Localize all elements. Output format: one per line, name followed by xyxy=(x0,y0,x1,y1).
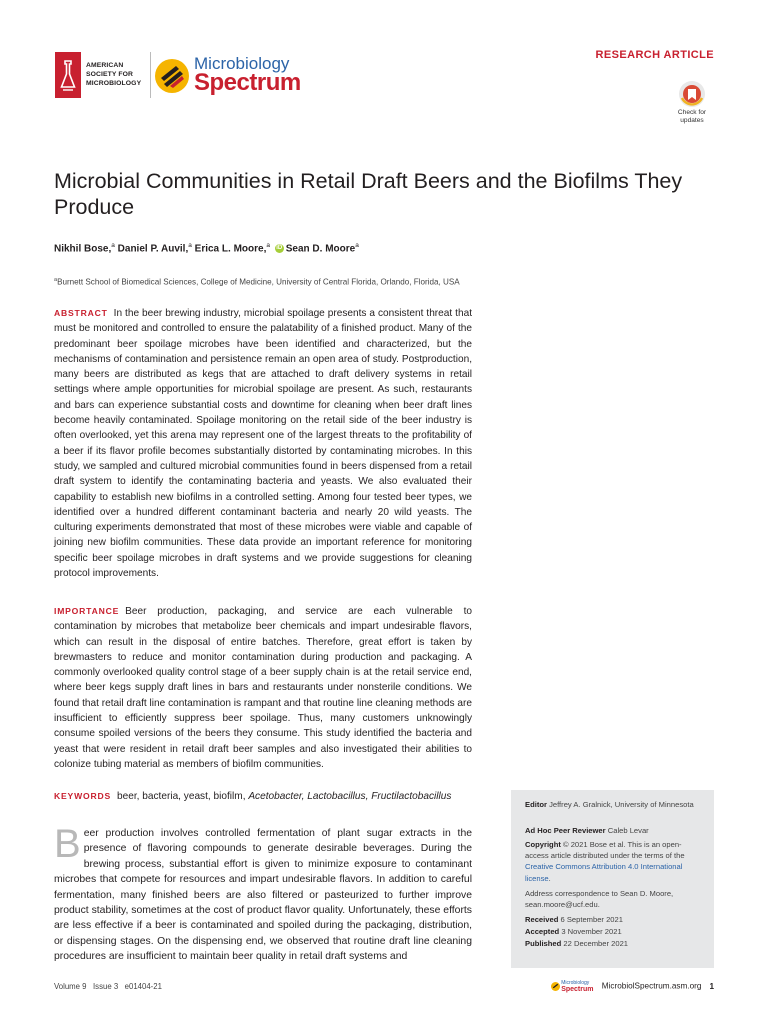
orcid-icon[interactable]: iD xyxy=(276,245,283,252)
abstract-text: In the beer brewing industry, microbial spoilage presents a consistent threat that must be monitored and controlled to ensure the palatability of a finished product. Many of the predominant beer spoilage microbes have been identified and characterized, but the mechanisms of contamination and persistence remain an open area of study. Postproduction, many beers are distributed as kegs that are attached to draft delivery systems in retail settings where ample opportunities for microbial spoilage are present. As such, restaurants and bars can experience substantial costs and downtime for cleaning when beer draft lines become heavily contaminated. Spoilage monitoring on the retail side of the beer industry is often overlooked, yet this arena may represent one of the largest threats to the profitability of a beer if its flavor profile becomes substantially distorted by contaminating microbes. In this study, we sampled and cultured microbial communities found in beers dispensed from a retail draft system to identify the contaminating bacteria and yeasts. We also evaluated their capability to establish new biofilms in a controlled setting. Among four tested beer types, we identified over a hundred different contaminant bacteria and nearly 20 wild yeasts. The culturing experiments demonstrated that most of these microbes were viable and capable of joining new biofilm communities. These data provide an important reference for monitoring specific beer spoilage microbes in draft systems and we provide suggestions for cleaning protocol improvements. xyxy=(54,308,472,580)
affiliation: $^a$Burnett School of Biomedical Sciences, College of Medicine, University of Central Florida, Orlando, Florida, USA xyxy=(54,277,460,287)
society-name: AMERICAN SOCIETY FOR MICROBIOLOGY xyxy=(86,62,142,87)
article-title: Microbial Communities in Retail Draft Beers and the Biofilms They Produce xyxy=(54,169,683,219)
journal-logo xyxy=(154,54,314,98)
page-number: 1 xyxy=(709,981,714,991)
footer-site xyxy=(551,980,714,993)
received-date: Received 6 September 2021 xyxy=(525,915,623,924)
journal-name-bottom: Spectrum xyxy=(194,69,301,96)
importance-text: Beer production, packaging, and service are each vulnerable to contamination by microbes that metabolize beer chemicals and impart undesirable flavors, which can result in the disposal of entire batches. Therefore, great effort is taken by brewmasters to reduce and monitor contamination during production and packaging. A commonly overlooked quality control stage of a beer supply chain is at the retail service end, where beer kegs supply draft lines in bars and restaurants under nonsterile conditions. We found that retail draft line contamination is rampant and that routine line cleaning methods are insufficient to efficiently suppress beer spoilage. Thus, many customers unknowingly consume spoiled versions of the beers they consume. This study identified the bacteria and yeast that were resident in retail draft beer samples and also investigated their abilities to colonize tubing material as members of biofilm communities. xyxy=(54,606,472,770)
author-name[interactable]: Erica L. Moore, xyxy=(194,243,267,255)
editor-info: Editor Jeffrey A. Gralnick, University of Minnesota xyxy=(525,800,694,809)
author-name[interactable]: Sean D. Moore xyxy=(285,243,356,255)
author-name[interactable]: Nikhil Bose, xyxy=(54,243,112,255)
mini-journal-logo: Microbiology Spectrum xyxy=(551,980,594,993)
check-for-updates-icon xyxy=(670,80,714,108)
check-for-updates-label: Check for updates xyxy=(677,109,707,124)
article-type: RESEARCH ARTICLE xyxy=(595,49,714,61)
footer-citation: Volume 9 Issue 3 e01404-21 xyxy=(54,982,162,991)
header-divider xyxy=(150,52,151,98)
license-link[interactable]: Creative Commons Attribution 4.0 International license xyxy=(525,862,683,883)
keywords: KEYWORDS beer, bacteria, yeast, biofilm, Acetobacter, Lactobacillus, Fructilactobacillus xyxy=(54,791,452,802)
journal-name-top: Microbiology xyxy=(194,54,290,73)
accepted-date: Accepted 3 November 2021 xyxy=(525,927,622,936)
asm-flask-icon xyxy=(55,52,81,98)
mini-spectrum-emblem-icon xyxy=(551,982,560,991)
journal-website-link[interactable]: MicrobiolSpectrum.asm.org xyxy=(601,981,702,991)
asm-logo xyxy=(55,52,150,98)
abstract xyxy=(54,306,472,581)
correspondence-info: Address correspondence to Sean D. Moore, sean.moore@ucf.edu. xyxy=(525,889,674,910)
importance-label: IMPORTANCE xyxy=(54,606,120,616)
published-date: Published 22 December 2021 xyxy=(525,939,629,948)
article-info-sidebar xyxy=(511,790,714,968)
keywords-label: KEYWORDS xyxy=(54,791,112,801)
importance-section xyxy=(54,604,472,772)
reviewer-info: Ad Hoc Peer Reviewer Caleb Levar xyxy=(525,826,649,835)
check-for-updates-badge[interactable] xyxy=(670,80,714,130)
author-name[interactable]: Daniel P. Auvil, xyxy=(117,243,189,255)
abstract-label: ABSTRACT xyxy=(54,308,108,318)
drop-cap: B xyxy=(54,822,81,866)
spectrum-emblem-icon xyxy=(154,58,190,94)
copyright-info: Copyright © 2021 Bose et al. This is an open-access article distributed under the terms of the Creative Commons Attribution 4.0 International license. xyxy=(525,840,685,883)
body-paragraph: Beer production involves controlled fermentation of plant sugar extracts in the presence of flavoring compounds to generate desirable beverages. During the brewing process, substantial effort is given to minimize exposure to contaminant microbes that compete for resources and impart undesirable flavors. In addition to careful fermentation, many finished beers are also filtered or pasteurized to further improve product stability, sometimes at the cost of product flavor quality. Unfortunately, these efforts are less effective if a beer is contaminated and spoiled during the packaging, distribution, or dispensing stages. On the dispensing end, we observed that routine draft line cleaning procedures are insufficient to maintain beer quality in retail draft systems and xyxy=(54,822,472,963)
author-list: Nikhil Bose,$^a$ Daniel P. Auvil,$^a$ Erica L. Moore,$^a$ iD Sean D. Moore$^a$ xyxy=(54,242,359,255)
